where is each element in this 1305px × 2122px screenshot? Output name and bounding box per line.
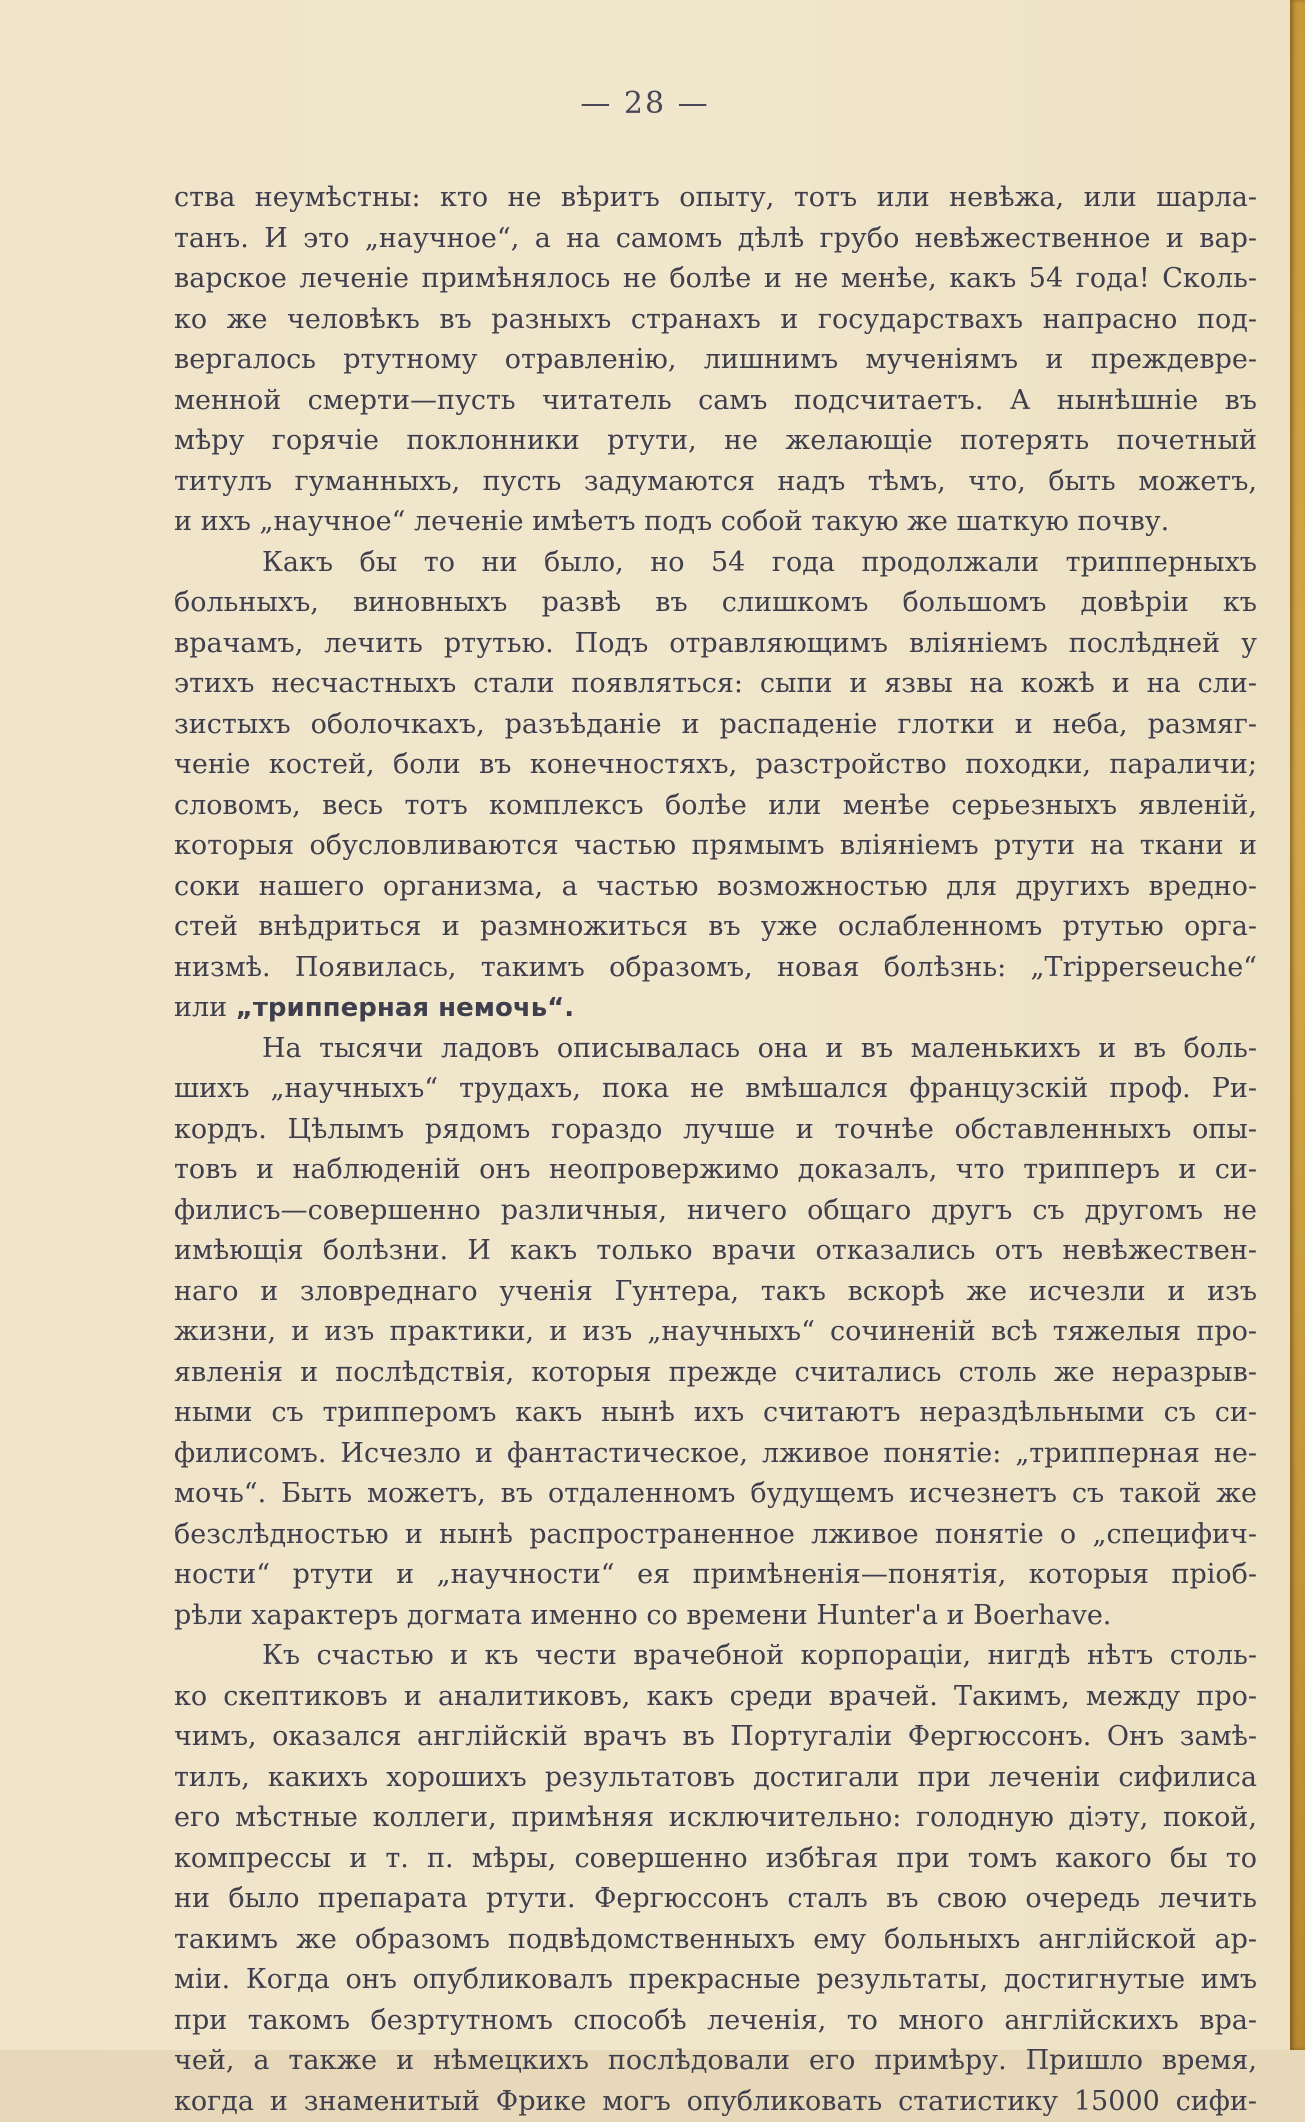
text-line-content: когда и знаменитый Фрике могъ опубликовать статистику 15000 сифи- — [174, 2086, 1257, 2117]
text-line — [174, 219, 1257, 260]
text-line-content: варское леченіе примѣнялось не болѣе и не менѣе, какъ 54 года! Сколь- — [174, 263, 1257, 294]
text-line-content: ности“ ртути и „научности“ ея примѣненія—понятія, которыя пріоб- — [174, 1559, 1257, 1590]
text-line-content: или — [174, 992, 236, 1023]
text-line — [174, 1515, 1257, 1556]
text-line — [174, 300, 1257, 341]
text-line-content: ства неумѣстны: кто не вѣритъ опыту, тотъ или невѣжа, или шарла- — [174, 182, 1257, 213]
text-line — [174, 462, 1257, 503]
text-line-content: стей внѣдриться и размножиться въ уже ослабленномъ ртутью орга- — [174, 911, 1257, 942]
text-line-content: имѣющія болѣзни. И какъ только врачи отказались отъ невѣжествен- — [174, 1235, 1257, 1266]
text-line-content: больныхъ, виновныхъ развѣ въ слишкомъ большомъ довѣріи къ — [174, 587, 1257, 618]
text-line-content: танъ. И это „научное“, а на самомъ дѣлѣ грубо невѣжественное и вар- — [174, 223, 1257, 254]
text-line — [174, 1353, 1257, 1394]
text-line-content: вергалось ртутному отравленію, лишнимъ мученіямъ и преждевре- — [174, 344, 1257, 375]
text-line-content: мочь“. Быть можетъ, въ отдаленномъ будущемъ исчезнетъ съ такой же — [174, 1478, 1257, 1509]
page-number: — 28 — — [0, 86, 1290, 121]
text-line — [174, 786, 1257, 827]
text-line-content: міи. Когда онъ опубликовалъ прекрасные результаты, достигнутые имъ — [174, 1964, 1257, 1995]
text-line-content: мѣру горячіе поклонники ртути, не желающіе потерять почетный — [174, 425, 1257, 456]
text-line-content: его мѣстные коллеги, примѣняя исключительно: голодную діэту, покой, — [174, 1802, 1257, 1833]
text-line-content: кордъ. Цѣлымъ рядомъ гораздо лучше и точнѣе обставленныхъ опы- — [174, 1114, 1257, 1145]
text-line-content: ко скептиковъ и аналитиковъ, какъ среди врачей. Такимъ, между про- — [174, 1681, 1257, 1712]
text-line — [174, 421, 1257, 462]
text-line-content: врачамъ, лечить ртутью. Подъ отравляющимъ вліяніемъ послѣдней у — [174, 628, 1257, 659]
text-line — [174, 502, 1257, 543]
text-line-content: наго и зловреднаго ученія Гунтера, такъ вскорѣ же исчезли и изъ — [174, 1276, 1257, 1307]
text-line-content: явленія и послѣдствія, которыя прежде считались столь же неразрыв- — [174, 1357, 1257, 1388]
text-line-content: товъ и наблюденій онъ неопровержимо доказалъ, что трипперъ и си- — [174, 1154, 1257, 1185]
text-line-content: при такомъ безртутномъ способѣ леченія, то много англійскихъ вра- — [174, 2005, 1257, 2036]
text-line — [174, 1596, 1257, 1637]
text-line — [174, 1191, 1257, 1232]
text-line — [174, 178, 1257, 219]
text-line — [174, 543, 1257, 584]
text-line-content: которыя обусловливаются частью прямымъ вліяніемъ ртути на ткани и — [174, 830, 1257, 861]
text-line-content: низмѣ. Появилась, такимъ образомъ, новая болѣзнь: „Tripperseuche“ — [174, 952, 1257, 983]
text-line-content: Какъ бы то ни было, но 54 года продолжали трипперныхъ — [262, 547, 1257, 578]
text-line — [174, 1069, 1257, 1110]
text-line — [174, 1960, 1257, 2001]
text-line-content: филисомъ. Исчезло и фантастическое, лживое понятіе: „трипперная не- — [174, 1438, 1257, 1469]
text-line — [174, 2001, 1257, 2042]
text-line — [174, 1636, 1257, 1677]
text-line — [174, 826, 1257, 867]
text-line-content: соки нашего организма, а частью возможностью для другихъ вредно- — [174, 871, 1257, 902]
text-line — [174, 1677, 1257, 1718]
text-line-content: ными съ трипперомъ какъ нынѣ ихъ считаютъ нераздѣльными съ си- — [174, 1397, 1257, 1428]
text-line — [174, 1393, 1257, 1434]
text-line — [174, 2041, 1257, 2082]
text-line — [174, 745, 1257, 786]
text-line — [174, 1839, 1257, 1880]
text-line — [174, 381, 1257, 422]
text-line — [174, 1110, 1257, 1151]
page-edge-strip — [1290, 0, 1305, 2050]
text-line-content: шихъ „научныхъ“ трудахъ, пока не вмѣшался французскій проф. Ри- — [174, 1073, 1257, 1104]
text-line — [174, 1029, 1257, 1070]
text-line-content: ченіе костей, боли въ конечностяхъ, разстройство походки, параличи; — [174, 749, 1257, 780]
text-line-content: и ихъ „научное“ леченіе имѣетъ подъ собой такую же шаткую почву. — [174, 506, 1169, 537]
text-line-content: На тысячи ладовъ описывалась она и въ маленькихъ и въ боль- — [262, 1033, 1257, 1064]
text-line — [174, 1920, 1257, 1961]
text-line — [174, 1231, 1257, 1272]
bold-term: „трипперная немочь“. — [236, 993, 574, 1023]
text-line-content: компрессы и т. п. мѣры, совершенно избѣгая при томъ какого бы то — [174, 1843, 1257, 1874]
text-line-content: ни было препарата ртути. Фергюссонъ сталъ въ свою очередь лечить — [174, 1883, 1257, 1914]
text-line-content: ко же человѣкъ въ разныхъ странахъ и государствахъ напрасно под- — [174, 304, 1257, 335]
text-line-content: такимъ же образомъ подвѣдомственныхъ ему больныхъ англійской ар- — [174, 1924, 1257, 1955]
text-line-content: Къ счастью и къ чести врачебной корпораціи, нигдѣ нѣтъ столь- — [262, 1640, 1257, 1671]
text-line-content: тилъ, какихъ хорошихъ результатовъ достигали при леченіи сифилиса — [174, 1762, 1257, 1793]
text-line — [174, 1474, 1257, 1515]
text-line — [174, 1555, 1257, 1596]
text-line — [174, 1312, 1257, 1353]
text-line — [174, 988, 1257, 1029]
text-line-content: словомъ, весь тотъ комплексъ болѣе или менѣе серьезныхъ явленій, — [174, 790, 1257, 821]
text-line-content: жизни, и изъ практики, и изъ „научныхъ“ сочиненій всѣ тяжелыя про- — [174, 1316, 1257, 1347]
text-line-content: менной смерти—пусть читатель самъ подсчитаетъ. А нынѣшніе въ — [174, 385, 1257, 416]
text-line — [174, 1879, 1257, 1920]
text-line-content: безслѣдностью и нынѣ распространенное лживое понятіе о „специфич- — [174, 1519, 1257, 1550]
body-text — [174, 178, 1257, 2122]
text-line-content: чимъ, оказался англійскій врачъ въ Португаліи Фергюссонъ. Онъ замѣ- — [174, 1721, 1257, 1752]
text-line — [174, 705, 1257, 746]
text-line — [174, 340, 1257, 381]
text-line — [174, 624, 1257, 665]
text-line — [174, 2082, 1257, 2122]
text-line-content: титулъ гуманныхъ, пусть задумаются надъ тѣмъ, что, быть можетъ, — [174, 466, 1257, 497]
text-line — [174, 1717, 1257, 1758]
text-line-content: зистыхъ оболочкахъ, разъѣданіе и распаденіе глотки и неба, размяг- — [174, 709, 1257, 740]
text-line — [174, 1272, 1257, 1313]
text-line — [174, 1434, 1257, 1475]
text-line-content: этихъ несчастныхъ стали появляться: сыпи и язвы на кожѣ и на сли- — [174, 668, 1257, 699]
text-line — [174, 1758, 1257, 1799]
text-line — [174, 664, 1257, 705]
text-line — [174, 1150, 1257, 1191]
text-line-content: чей, а также и нѣмецкихъ послѣдовали его примѣру. Пришло время, — [174, 2045, 1257, 2076]
text-line — [174, 948, 1257, 989]
text-line — [174, 907, 1257, 948]
text-line-content: филисъ—совершенно различныя, ничего общаго другъ съ другомъ не — [174, 1195, 1257, 1226]
text-line — [174, 583, 1257, 624]
text-line — [174, 867, 1257, 908]
text-line — [174, 259, 1257, 300]
text-line-content: рѣли характеръ догмата именно со времени Hunter'a и Boerhave. — [174, 1600, 1111, 1631]
text-line — [174, 1798, 1257, 1839]
